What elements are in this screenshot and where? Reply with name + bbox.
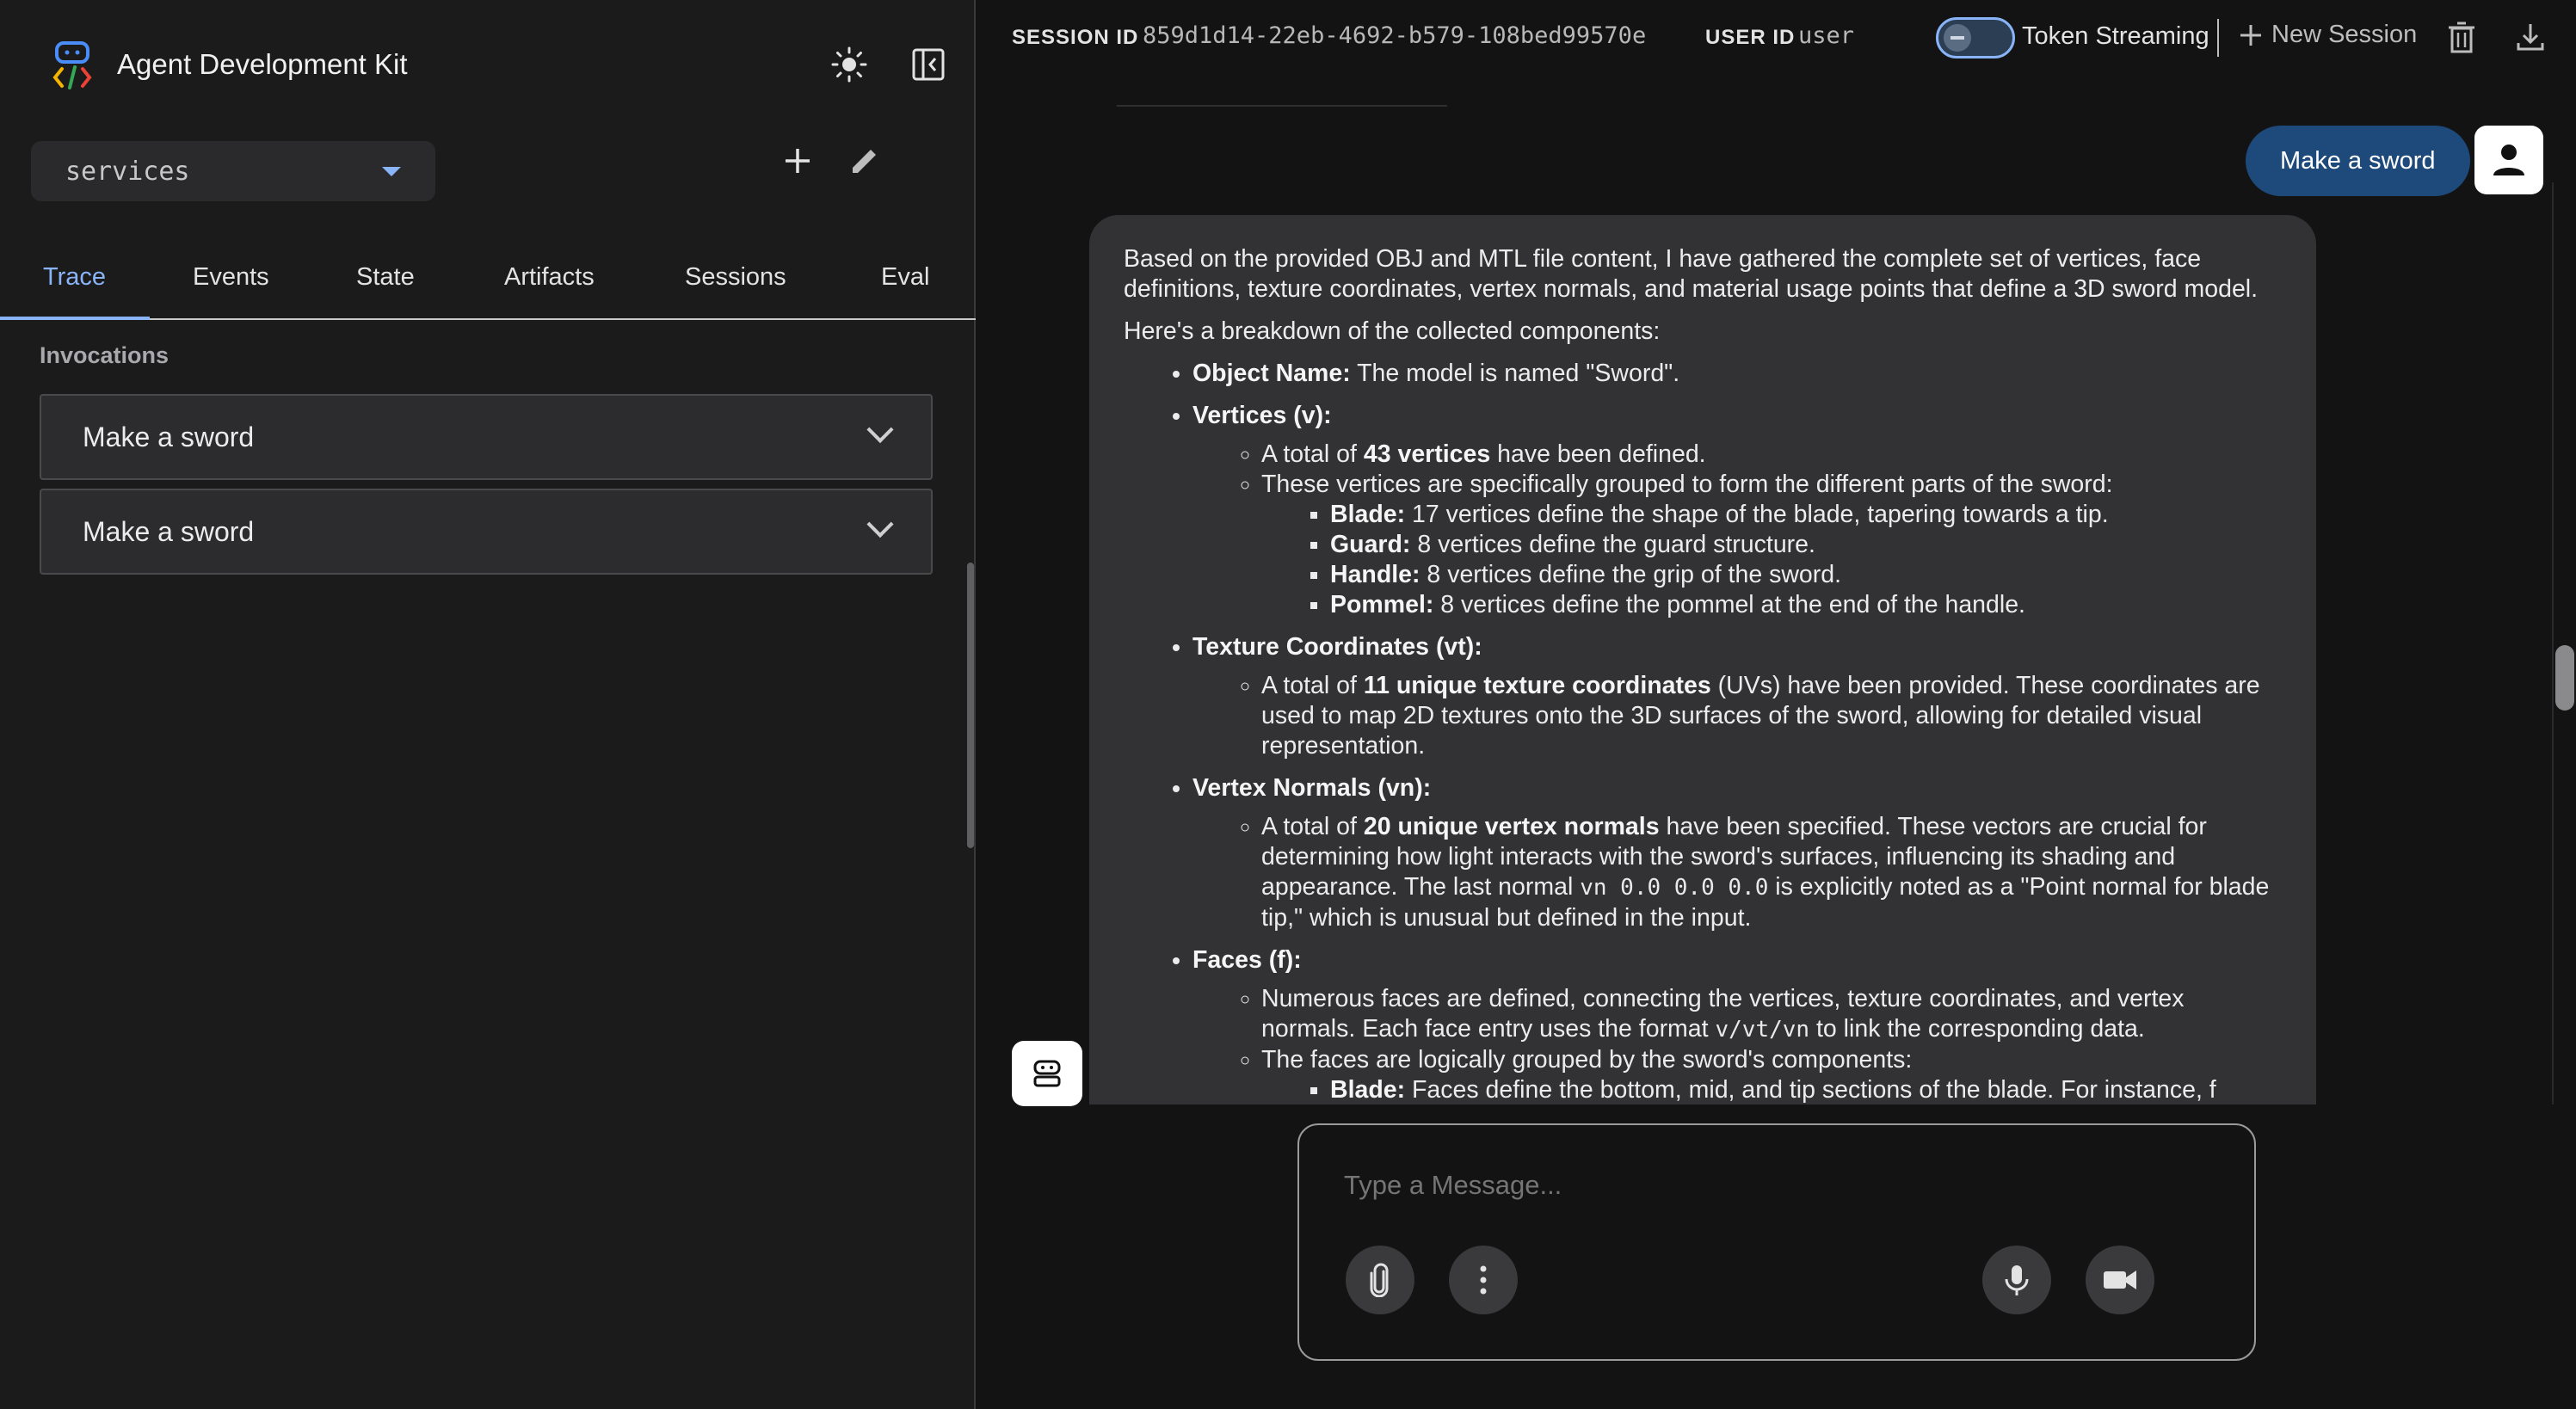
sun-icon [830,46,868,83]
trash-icon [2446,20,2477,54]
chevron-down-icon [866,511,893,538]
person-icon [2490,141,2528,179]
chevron-down-icon [866,416,893,443]
invocation-item[interactable] [40,489,933,575]
microphone-button[interactable] [1982,1246,2051,1314]
active-tab-indicator [0,317,150,320]
tab-sessions[interactable]: Sessions [685,263,786,291]
list-item: • Faces (f): ◦ Numerous faces are defined, connecting the vertices, texture coordinates, and vertex normals. Each face entry uses the format v/vt/vn to link the corresponding data. ◦ The faces are logically grouped by the sword's components: ▪ Blade: Faces define the bottom, mid, and tip sections of the blade. For instance, f [1192,945,2282,1104]
app-selector[interactable] [31,141,435,201]
list-item: ▪ Handle: 8 vertices define the grip of the sword. [1330,560,2282,590]
invocation-label: Make a sword [83,421,255,452]
list-item: • Vertices (v): ◦ A total of 43 vertices have been defined. ◦ These vertices are specifically grouped to form the different parts of the sword: ▪ Blade: 17 vertices define the shape of the blade, tapering towards a tip. ▪ Guard: 8 vertices define the guard structure. ▪ Handle: 8 vertices define the grip of the sword. ▪ Pommel: 8 vertices define the pommel at the end of the handle. [1192,401,2282,620]
user-id-value: user [1798,22,1855,49]
edit-button[interactable] [843,139,886,182]
token-streaming-toggle[interactable] [1936,17,2015,58]
list-item: ▪ Guard: 8 vertices define the guard structure. [1330,530,2282,560]
session-id-label: SESSION ID [1012,26,1139,49]
chat-scrollbar[interactable] [2555,645,2574,711]
list-item: ▪ Blade: 17 vertices define the shape of the blade, tapering towards a tip. [1330,500,2282,530]
list-item: ◦ These vertices are specifically grouped to form the different parts of the sword: ▪ Blade: 17 vertices define the shape of the blade, tapering towards a tip. ▪ Guard: 8 vertices define the guard structure. ▪ Handle: 8 vertices define the grip of the sword. ▪ Pommel: 8 vertices define the pommel at the end of the handle. [1261,470,2282,620]
videocam-icon [2102,1266,2138,1294]
list-item: ◦ A total of 11 unique texture coordinates (UVs) have been provided. These coordinates are used to map 2D textures onto the 3D surfaces of the sword, allowing for detailed visual representation. [1261,671,2282,761]
new-session-label: New Session [2271,21,2418,48]
scroll-track [2552,182,2554,1104]
list-item: • Texture Coordinates (vt): ◦ A total of 11 unique texture coordinates (UVs) have been provided. These coordinates are used to map 2D textures onto the 3D surfaces of the sword, allowing for detailed visual representation. [1192,632,2282,761]
invocation-item[interactable] [40,394,933,480]
delete-session-button[interactable] [2440,15,2483,58]
more-vert-icon [1478,1264,1488,1295]
token-streaming-label: Token Streaming [2022,22,2209,50]
panel-toolbar [829,45,948,84]
chat-area [977,0,2576,1409]
list-item: • Vertex Normals (vn): ◦ A total of 20 unique vertex normals have been specified. These vectors are crucial for determining how light interacts with the sword's surfaces, influencing its shading and appearance. The last normal vn 0.0 0.0 0.0 is explicitly noted as a "Point normal for blade tip," which is unusual but defined in the input. [1192,773,2282,933]
paperclip-icon [1365,1263,1396,1297]
list-item: ◦ The faces are logically grouped by the sword's components: ▪ Blade: Faces define the bottom, mid, and tip sections of the blade. For instance, f [1261,1045,2282,1104]
attach-button[interactable] [1346,1246,1414,1314]
robot-icon [1030,1056,1064,1091]
user-id-label: USER ID [1705,26,1796,49]
message-composer [1297,1123,2256,1361]
more-options-button[interactable] [1449,1246,1518,1314]
tab-state[interactable]: State [356,263,415,291]
bot-avatar [1012,1041,1082,1106]
tab-trace[interactable]: Trace [43,263,107,291]
list-item: ◦ A total of 43 vertices have been defined. [1261,440,2282,470]
camera-button[interactable] [2086,1246,2154,1314]
microphone-icon [2002,1263,2031,1297]
bot-message-bubble [1089,215,2316,1104]
panel-tabs [0,244,976,320]
session-header [977,0,2576,76]
plus-icon [783,146,812,175]
bot-breakdown: Here's a breakdown of the collected components: [1124,317,1661,345]
plus-icon [2239,23,2263,47]
message-list[interactable] [977,76,2576,1104]
tab-artifacts[interactable]: Artifacts [504,263,595,291]
divider [1117,105,1447,107]
app-selector-value: services [65,156,190,187]
download-button[interactable] [2509,15,2552,58]
add-button[interactable] [776,139,819,182]
list-item: ◦ A total of 20 unique vertex normals have been specified. These vectors are crucial for determining how light interacts with the sword's surfaces, influencing its shading and appearance. The last normal vn 0.0 0.0 0.0 is explicitly noted as a "Point normal for blade tip," which is unusual but defined in the input. [1261,812,2282,933]
brand [50,40,408,89]
user-message-bubble: Make a sword [2246,126,2470,196]
invocation-label: Make a sword [83,515,255,547]
invocations-heading: Invocations [40,342,169,368]
app-title: Agent Development Kit [117,48,408,80]
side-panel [0,0,976,1409]
panel-scrollbar[interactable] [967,563,974,848]
component-list [1192,359,2282,1104]
user-avatar [2474,126,2543,194]
message-input[interactable] [1344,1170,2118,1201]
theme-toggle-button[interactable] [829,45,869,84]
download-icon [2514,21,2547,53]
list-item: ▪ Blade: Faces define the bottom, mid, and tip sections of the blade. For instance, f [1330,1075,2282,1104]
list-item: ▪ Pommel: 8 vertices define the pommel at the end of the handle. [1330,590,2282,620]
pencil-icon [848,145,881,177]
collapse-panel-button[interactable] [909,45,948,84]
bot-intro: Based on the provided OBJ and MTL file content, I have gathered the complete set of vertices, face definitions, texture coordinates, vertex normals, and material usage points that define a 3D sword model. [1124,245,2259,303]
header-divider [2217,19,2219,57]
dropdown-caret-icon [382,167,401,176]
new-session-button[interactable] [2239,21,2417,49]
list-item: • Object Name: The model is named "Sword". [1192,359,2282,389]
tab-eval[interactable]: Eval [881,263,930,291]
session-id-value: 859d1d14-22eb-4692-b579-108bed99570e [1143,22,1647,49]
toggle-knob [1944,24,1971,52]
collapse-sidebar-icon [911,47,946,82]
adk-logo-icon [50,40,95,89]
list-item: ◦ Numerous faces are defined, connecting the vertices, texture coordinates, and vertex normals. Each face entry uses the format v/vt/vn to link the corresponding data. [1261,984,2282,1045]
tab-events[interactable]: Events [193,263,269,291]
